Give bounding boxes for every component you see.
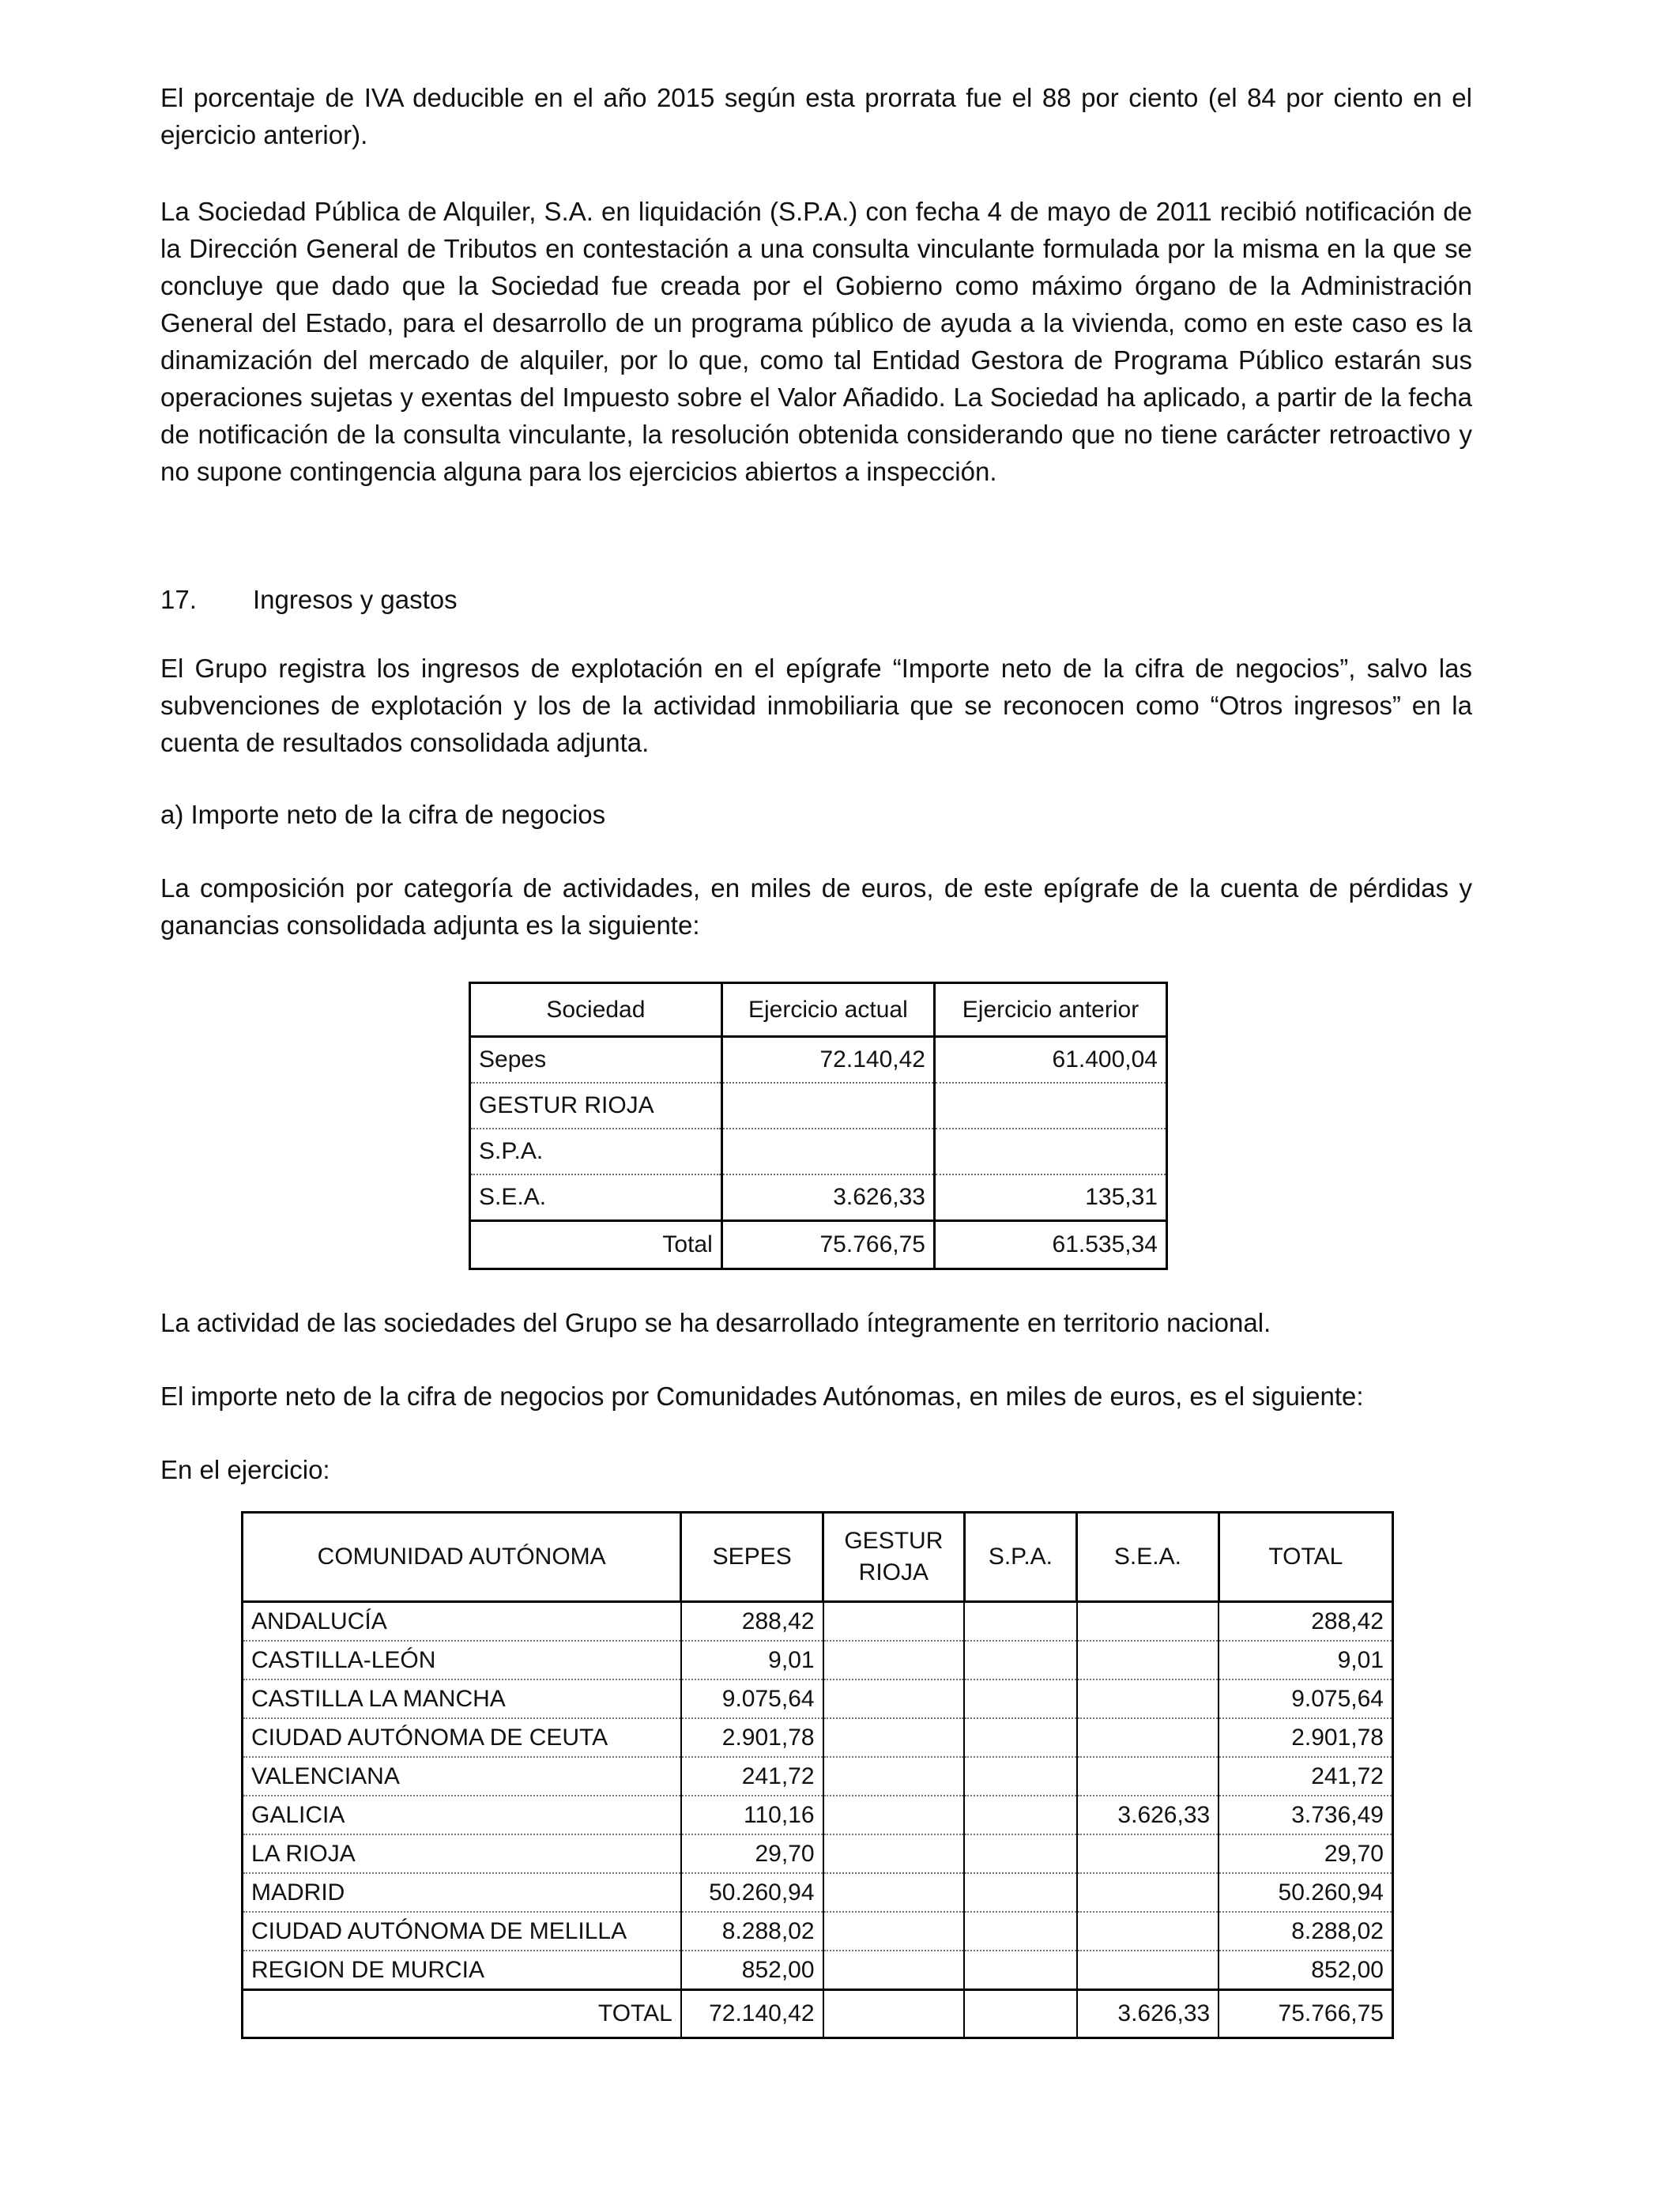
header-spa: S.P.A.	[964, 1513, 1077, 1602]
cell-value: 61.400,04	[934, 1037, 1166, 1084]
cell-comunidad: CASTILLA-LEÓN	[243, 1641, 681, 1679]
cell-value: 288,42	[1219, 1602, 1392, 1642]
paragraph-in-exercise: En el ejercicio:	[160, 1455, 330, 1484]
table-row	[243, 1641, 1393, 1679]
header-ejercicio-actual: Ejercicio actual	[721, 983, 934, 1037]
cell-value	[823, 1912, 965, 1951]
paragraph-group-income: El Grupo registra los ingresos de explotación en el epígrafe “Importe neto de la cifra de negocios”, salvo las subvenciones de explotación y los de la actividad inmobiliaria que se reconocen como “Otros ingresos” en la cuenta de resultados consolidada adjunta.	[160, 654, 1472, 757]
cell-value	[1077, 1912, 1219, 1951]
paragraph-ccaa-intro: El importe neto de la cifra de negocios por Comunidades Autónomas, en miles de euros, es el siguiente:	[160, 1382, 1364, 1411]
total-label: TOTAL	[243, 1990, 681, 2038]
total-label: Total	[470, 1221, 722, 1269]
cell-value	[934, 1083, 1166, 1129]
cell-value: 2.901,78	[681, 1718, 823, 1757]
table-row	[243, 1757, 1393, 1796]
cell-value	[1077, 1641, 1219, 1679]
table-row	[243, 1796, 1393, 1834]
cell-value: 9.075,64	[1219, 1679, 1392, 1718]
cell-value: 2.901,78	[1219, 1718, 1392, 1757]
header-sociedad: Sociedad	[470, 983, 722, 1037]
section-title: Ingresos y gastos	[253, 585, 458, 614]
total-value: 3.626,33	[1077, 1990, 1219, 2038]
cell-value	[1077, 1757, 1219, 1796]
header-sepes: SEPES	[681, 1513, 823, 1602]
cell-value: 29,70	[681, 1834, 823, 1873]
cell-value	[964, 1912, 1077, 1951]
cell-value: 9.075,64	[681, 1679, 823, 1718]
table-row	[243, 1602, 1393, 1642]
cell-value: 135,31	[934, 1174, 1166, 1221]
cell-value	[964, 1834, 1077, 1873]
table-header-row	[470, 983, 1167, 1037]
cell-comunidad: LA RIOJA	[243, 1834, 681, 1873]
cell-value	[823, 1641, 965, 1679]
cell-comunidad: MADRID	[243, 1873, 681, 1912]
cell-value	[1077, 1873, 1219, 1912]
total-value: 75.766,75	[1219, 1990, 1392, 2038]
cell-value: 288,42	[681, 1602, 823, 1642]
table-total-row	[470, 1221, 1167, 1269]
cell-value	[721, 1129, 934, 1174]
paragraph-spa-notification: La Sociedad Pública de Alquiler, S.A. en liquidación (S.P.A.) con fecha 4 de mayo de 2011 recibió notificación de la Dirección General de Tributos en contestación a una consulta vinculante formulada por la misma en la que se concluye que dado que la Sociedad fue creada por el Gobierno como máximo órgano de la Administración General del Estado, para el desarrollo de un programa público de ayuda a la vivienda, como en este caso es la dinamización del mercado de alquiler, por lo que, como tal Entidad Gestora de Programa Público estarán sus operaciones sujetas y exentas del Impuesto sobre el Valor Añadido. La Sociedad ha aplicado, a partir de la fecha de notificación de la consulta vinculante, la resolución obtenida considerando que no tiene carácter retroactivo y no supone contingencia alguna para los ejercicios abiertos a inspección.	[160, 197, 1472, 486]
cell-value	[823, 1679, 965, 1718]
section-heading	[160, 581, 458, 618]
cell-sociedad: S.P.A.	[470, 1129, 722, 1174]
cell-comunidad: CIUDAD AUTÓNOMA DE MELILLA	[243, 1912, 681, 1951]
header-gestur-rioja: GESTUR RIOJA	[823, 1513, 965, 1602]
cell-comunidad: CASTILLA LA MANCHA	[243, 1679, 681, 1718]
total-value: 72.140,42	[681, 1990, 823, 2038]
cell-value: 241,72	[681, 1757, 823, 1796]
table-row	[243, 1912, 1393, 1951]
cell-value	[964, 1602, 1077, 1642]
cell-comunidad: VALENCIANA	[243, 1757, 681, 1796]
cell-value: 50.260,94	[681, 1873, 823, 1912]
cell-value: 3.626,33	[721, 1174, 934, 1221]
table-row	[470, 1129, 1167, 1174]
cell-value	[964, 1951, 1077, 1990]
cell-sociedad: Sepes	[470, 1037, 722, 1084]
table-row	[470, 1037, 1167, 1084]
cell-value	[964, 1641, 1077, 1679]
table-comunidades-autonomas	[241, 1511, 1394, 2039]
cell-value: 852,00	[681, 1951, 823, 1990]
header-sea: S.E.A.	[1077, 1513, 1219, 1602]
cell-value	[934, 1129, 1166, 1174]
cell-value: 72.140,42	[721, 1037, 934, 1084]
cell-value: 8.288,02	[681, 1912, 823, 1951]
cell-value	[1077, 1602, 1219, 1642]
cell-value	[964, 1873, 1077, 1912]
cell-value	[964, 1679, 1077, 1718]
cell-value: 110,16	[681, 1796, 823, 1834]
cell-value: 241,72	[1219, 1757, 1392, 1796]
header-comunidad: COMUNIDAD AUTÓNOMA	[243, 1513, 681, 1602]
cell-comunidad: CIUDAD AUTÓNOMA DE CEUTA	[243, 1718, 681, 1757]
total-value: 75.766,75	[721, 1221, 934, 1269]
cell-value: 9,01	[681, 1641, 823, 1679]
header-total: TOTAL	[1219, 1513, 1392, 1602]
cell-value	[823, 1834, 965, 1873]
cell-value	[964, 1796, 1077, 1834]
table-row	[243, 1873, 1393, 1912]
cell-value: 8.288,02	[1219, 1912, 1392, 1951]
cell-value	[1077, 1834, 1219, 1873]
total-value: 61.535,34	[934, 1221, 1166, 1269]
table-total-row	[243, 1990, 1393, 2038]
cell-value	[964, 1718, 1077, 1757]
paragraph-composition: La composición por categoría de actividades, en miles de euros, de este epígrafe de la cuenta de pérdidas y ganancias consolidada adjunta es la siguiente:	[160, 873, 1472, 940]
cell-value	[823, 1951, 965, 1990]
table-row	[243, 1679, 1393, 1718]
cell-value: 852,00	[1219, 1951, 1392, 1990]
cell-value	[721, 1083, 934, 1129]
table-row	[243, 1951, 1393, 1990]
cell-comunidad: REGION DE MURCIA	[243, 1951, 681, 1990]
cell-value	[1077, 1951, 1219, 1990]
cell-value: 3.626,33	[1077, 1796, 1219, 1834]
cell-comunidad: GALICIA	[243, 1796, 681, 1834]
table-sociedades	[469, 982, 1168, 1270]
section-number: 17.	[160, 585, 197, 614]
table-header-row	[243, 1513, 1393, 1602]
cell-value	[823, 1757, 965, 1796]
total-value	[823, 1990, 965, 2038]
paragraph-iva-percentage: El porcentaje de IVA deducible en el año 2015 según esta prorrata fue el 88 por ciento (el 84 por ciento en el ejercicio anterior).	[160, 83, 1472, 149]
cell-value: 9,01	[1219, 1641, 1392, 1679]
cell-comunidad: ANDALUCÍA	[243, 1602, 681, 1642]
paragraph-territory: La actividad de las sociedades del Grupo se ha desarrollado íntegramente en territorio nacional.	[160, 1308, 1271, 1337]
header-ejercicio-anterior: Ejercicio anterior	[934, 983, 1166, 1037]
total-value	[964, 1990, 1077, 2038]
cell-value	[823, 1796, 965, 1834]
subsection-title: a) Importe neto de la cifra de negocios	[160, 800, 606, 829]
cell-value: 3.736,49	[1219, 1796, 1392, 1834]
cell-value	[964, 1757, 1077, 1796]
cell-value: 29,70	[1219, 1834, 1392, 1873]
table-row	[470, 1174, 1167, 1221]
cell-sociedad: GESTUR RIOJA	[470, 1083, 722, 1129]
table-row	[470, 1083, 1167, 1129]
cell-value	[1077, 1679, 1219, 1718]
cell-value: 50.260,94	[1219, 1873, 1392, 1912]
cell-value	[823, 1718, 965, 1757]
cell-value	[1077, 1718, 1219, 1757]
cell-sociedad: S.E.A.	[470, 1174, 722, 1221]
cell-value	[823, 1602, 965, 1642]
table-row	[243, 1834, 1393, 1873]
table-row	[243, 1718, 1393, 1757]
cell-value	[823, 1873, 965, 1912]
